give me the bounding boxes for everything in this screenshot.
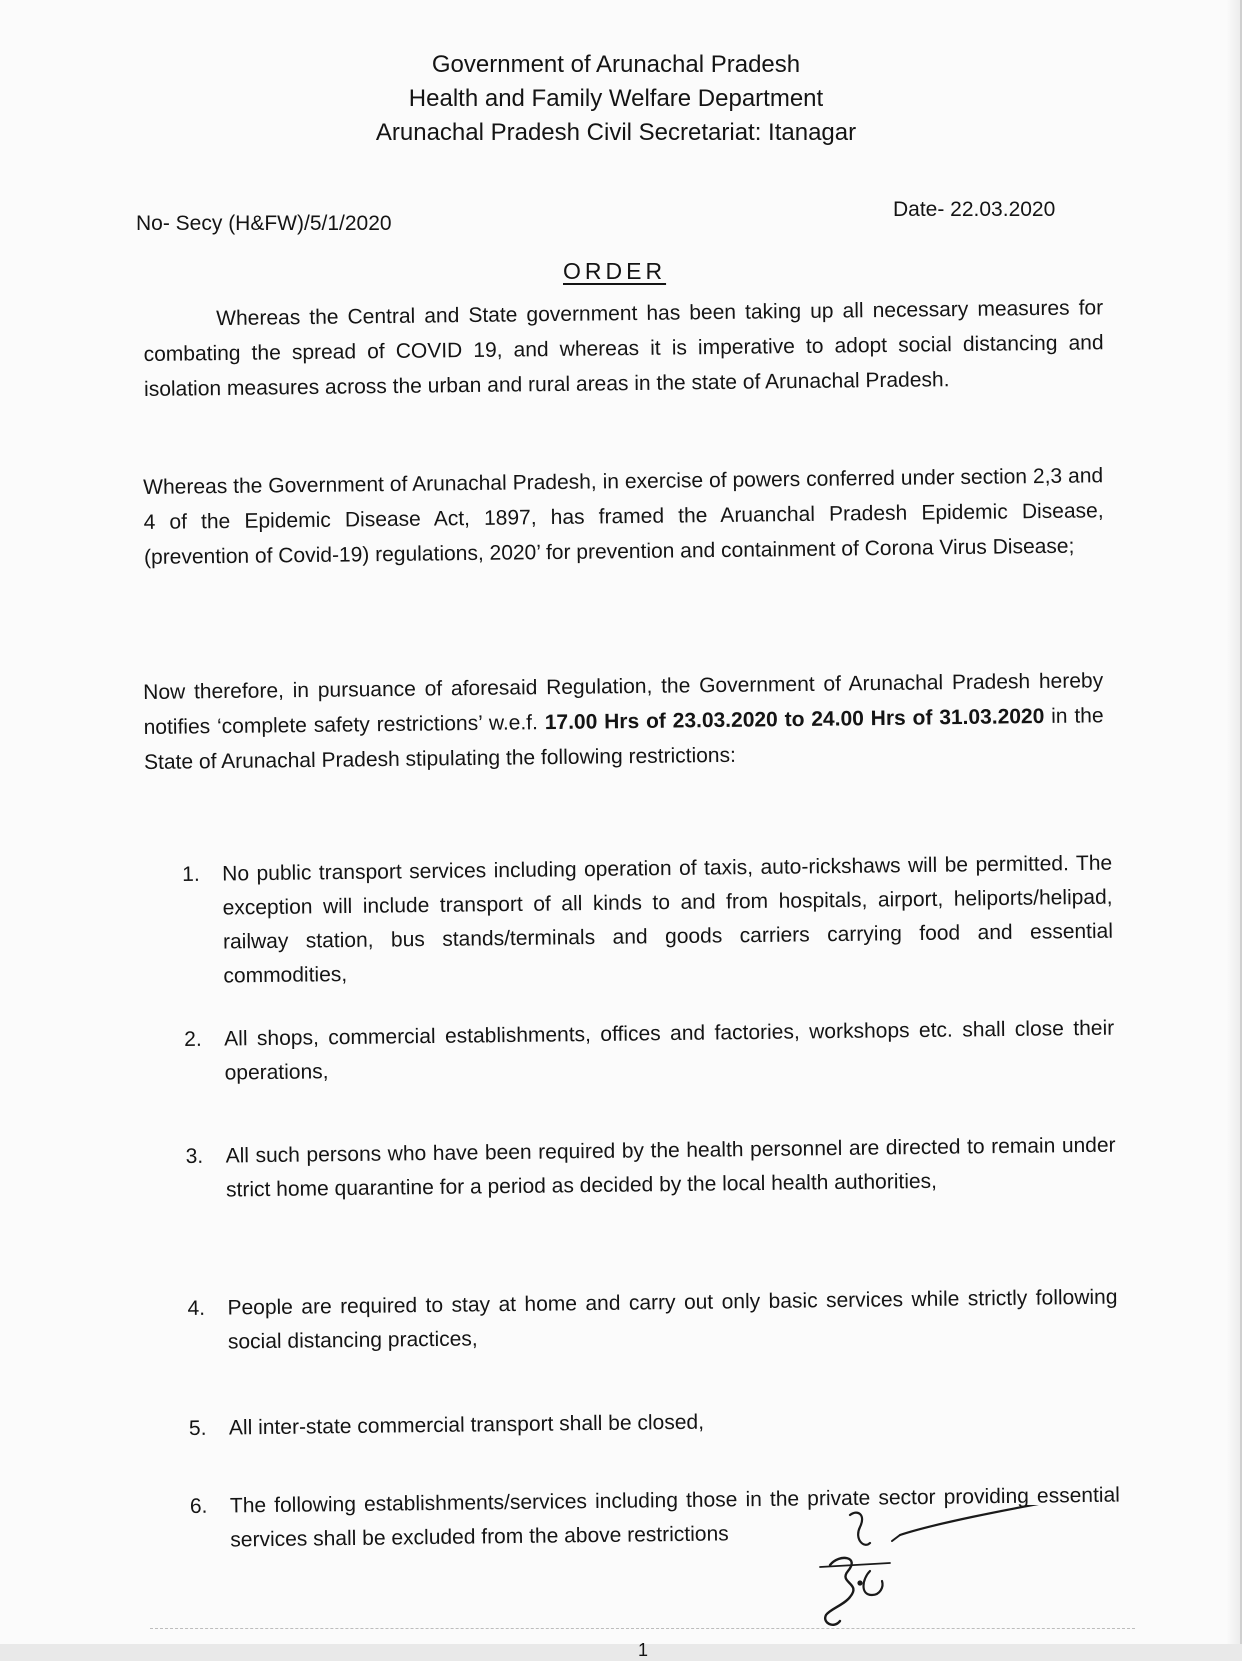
footer-divider: [150, 1628, 1135, 1629]
restrictions-list: [182, 847, 1120, 1552]
reference-number: No- Secy (H&FW)/5/1/2020: [136, 212, 392, 235]
list-item: [185, 1129, 1116, 1208]
paragraph-whereas-government: Whereas the Government of Arunachal Pradesh, in exercise of powers conferred under section 2,3 and 4 of the Epidemic Disease Act, 1897, has framed the Aruanchal Pradesh Epidemic Disease, (prevention of Covid-19) regulations, 2020’ for prevention and containment of Corona Virus Disease;: [143, 464, 1104, 569]
letterhead-government: Government of Arunachal Pradesh: [431, 51, 801, 78]
restriction-period: 17.00 Hrs of 23.03.2020 to 24.00 Hrs of 31.03.2020: [544, 704, 1045, 735]
list-item: [189, 1401, 1119, 1446]
list-item-number: 5.: [188, 1416, 207, 1440]
letterhead-secretariat: Arunachal Pradesh Civil Secretariat: Itanagar: [375, 119, 857, 146]
list-item-number: 1.: [182, 862, 200, 886]
list-item: [187, 1281, 1118, 1360]
list-item-text: All inter-state commercial transport shall be closed,: [228, 1410, 705, 1440]
list-item-text: The following establishments/services including those in the private sector providing essential services shall be excluded from the above restrictions: [229, 1483, 1120, 1552]
order-title: ORDER: [563, 258, 667, 284]
list-item-text: All shops, commercial establishments, offices and factories, workshops etc. shall close their operations,: [224, 1016, 1115, 1085]
list-item-text: People are required to stay at home and carry out only basic services while strictly following social distancing practices,: [227, 1285, 1118, 1354]
list-item-number: 3.: [185, 1144, 204, 1168]
paragraph-whereas-central: Whereas the Central and State government has been taking up all necessary measures for combating the spread of COVID 19, and whereas it is imperative to adopt social distancing and isolation measures across the urban and rural areas in the state of Arunachal Pradesh.: [143, 296, 1104, 401]
list-item: [182, 847, 1114, 994]
page-edge-shadow: [1226, 0, 1240, 1644]
letterhead: [0, 48, 1242, 150]
letterhead-department: Health and Family Welfare Department: [408, 85, 824, 112]
list-item: [184, 1012, 1115, 1091]
order-date: Date- 22.03.2020: [893, 198, 1056, 221]
list-item-number: 6.: [189, 1494, 208, 1518]
paragraph-now-therefore: [143, 663, 1104, 780]
list-item-number: 4.: [187, 1296, 206, 1320]
paragraph-now-therefore-start: Now therefore, in pursuance of aforesaid Regulation, the Government of Arunachal Pradesh hereby notifies ‘complete safety restrictions’ w.e.f.: [143, 669, 1104, 739]
list-item-text: No public transport services including operation of taxis, auto-rickshaws will be permitted. The exception will include transport of all kinds to and from hospitals, airport, heliports/helipad, railway station, bus stands/terminals and goods carriers carrying food and essential commodities,: [222, 851, 1114, 988]
page-number: 1: [638, 1640, 649, 1660]
handwritten-signature: [800, 1505, 1160, 1644]
list-item-number: 2.: [184, 1027, 202, 1051]
list-item-text: All such persons who have been required by the health personnel are directed to remain under strict home quarantine for a period as decided by the local health authorities,: [225, 1133, 1116, 1202]
paragraph-now-therefore-end: in the State of Arunachal Pradesh stipulating the following restrictions:: [143, 704, 1104, 774]
